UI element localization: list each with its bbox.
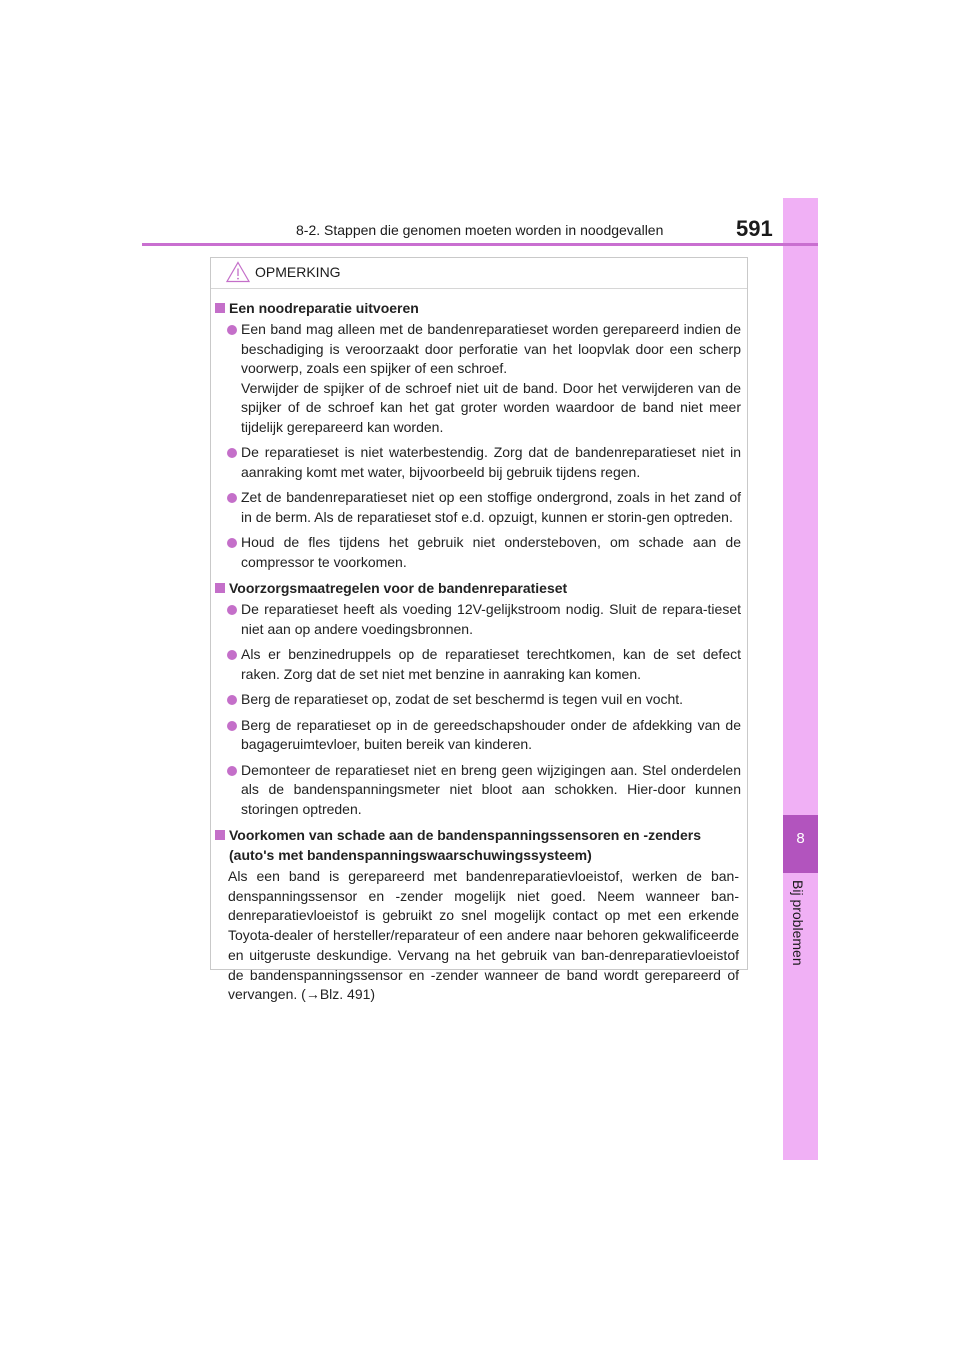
list-item	[211, 645, 741, 684]
notice-header	[211, 258, 747, 289]
round-bullet-icon	[227, 538, 237, 548]
list-item-text: Demonteer de reparatieset niet en breng geen wijzigingen aan. Stel onderdelen als de bandenspanningsmeter niet bloot aan schokken. Hier-door kunnen storingen optreden.	[241, 761, 741, 817]
list-item-text: De reparatieset heeft als voeding 12V-gelijkstroom nodig. Sluit de repara-tieset niet aan op andere voedingsbronnen.	[241, 601, 741, 637]
list-item-text-continued: Verwijder de spijker of de schroef niet uit de band. Door het verwijderen van de spijker of de schroef kan het gat groter worden waardoor de band niet meer tijdelijk gerepareerd kan worden.	[241, 379, 741, 435]
round-bullet-icon	[227, 721, 237, 731]
round-bullet-icon	[227, 605, 237, 615]
list-item-text: Zet de bandenreparatieset niet op een stoffige ondergrond, zoals in het zand of in de berm. Als de reparatieset stof e.d. opzuigt, kunnen er storin-gen optreden.	[241, 489, 741, 525]
warning-triangle-icon	[226, 261, 250, 283]
list-item-text: Een band mag alleen met de bandenreparatieset worden gerepareerd indien de beschadiging is veroorzaakt door perforatie van het loopvlak door een scherp voorwerp, zoals een spijker of een schroef.	[241, 321, 741, 376]
square-bullet-icon	[215, 303, 225, 313]
square-bullet-icon	[215, 830, 225, 840]
section-heading	[211, 298, 739, 318]
list-item	[211, 533, 741, 572]
list-item-text: Berg de reparatieset op in de gereedschapshouder onder de afdekking van de bagageruimtevloer, buiten bereik van kinderen.	[241, 716, 741, 752]
list-item	[211, 761, 741, 820]
section-heading-text: Voorkomen van schade aan de bandenspanningssensoren en -zenders (auto's met bandenspanningswaarschuwingssysteem)	[229, 827, 701, 863]
section-paragraph: Als een band is gerepareerd met bandenreparatievloeistof, werken de ban-denspanningssensor en -zender mogelijk niet goed. Neem wanneer ban-denreparatievloeistof is gebruikt zo snel mogelijk contact op met een erkende Toyota-dealer of hersteller/reparateur of een andere naar behoren gekwalificeerde en uitgeruste deskundige. Vervang na het gebruik van ban-denreparatievloeistof de bandenspanningssensor en -zender wanneer de band wordt gerepareerd of vervangen. (→Blz. 491)	[228, 868, 739, 1003]
list-item	[211, 488, 741, 527]
round-bullet-icon	[227, 650, 237, 660]
list-item-text: Als er benzinedruppels op de reparatieset terechtkomen, kan de set defect raken. Zorg dat de set niet met benzine in aanraking kan komen.	[241, 646, 741, 682]
square-bullet-icon	[215, 583, 225, 593]
section-heading-text: Een noodreparatie uitvoeren	[229, 300, 419, 316]
round-bullet-icon	[227, 493, 237, 503]
list-item-text: De reparatieset is niet waterbestendig. Zorg dat de bandenreparatieset niet in aanraking komt met water, bijvoorbeeld bij gebruik tijdens regen.	[241, 444, 741, 480]
list-item	[211, 716, 741, 755]
list-item	[211, 320, 741, 437]
list-item	[211, 443, 741, 482]
notice-box	[210, 257, 748, 1003]
header-divider	[142, 243, 818, 246]
notice-content	[211, 298, 747, 1005]
page-number: 591	[736, 216, 773, 241]
section-heading-text: Voorzorgsmaatregelen voor de bandenreparatieset	[229, 580, 568, 596]
list-item	[211, 600, 741, 639]
chapter-number: 8	[796, 830, 805, 847]
round-bullet-icon	[227, 695, 237, 705]
chapter-label: Bij problemen	[790, 880, 806, 966]
side-tab	[783, 198, 818, 1160]
round-bullet-icon	[227, 448, 237, 458]
section-heading	[211, 578, 739, 598]
round-bullet-icon	[227, 325, 237, 335]
notice-title: OPMERKING	[255, 264, 341, 280]
list-item-text: Berg de reparatieset op, zodat de set beschermd is tegen vuil en vocht.	[241, 691, 684, 707]
section-heading	[211, 825, 739, 865]
list-item	[211, 690, 741, 710]
round-bullet-icon	[227, 766, 237, 776]
list-item-text: Houd de fles tijdens het gebruik niet ondersteboven, om schade aan de compressor te voorkomen.	[241, 534, 741, 570]
section-title: 8-2. Stappen die genomen moeten worden in noodgevallen	[296, 222, 664, 238]
